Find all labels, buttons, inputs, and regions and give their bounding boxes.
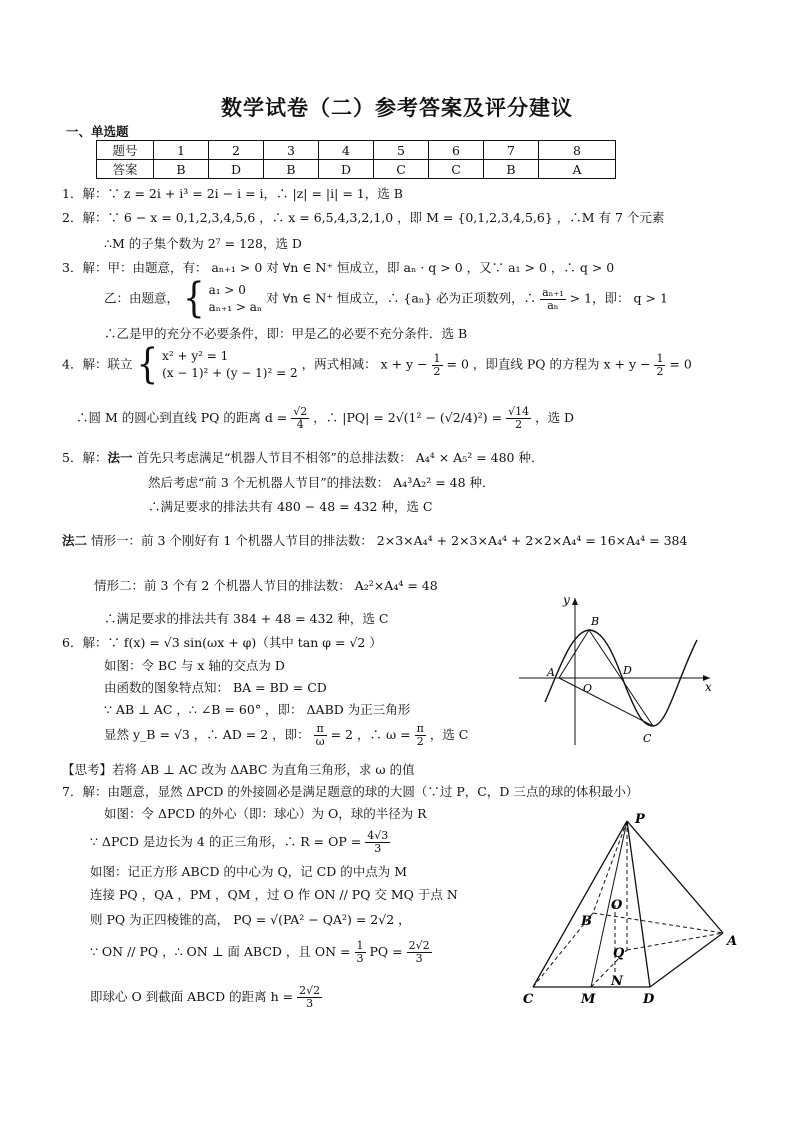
fraction-numerator: aₙ₊₁ [542,285,564,299]
point-d-label: D [623,664,632,677]
fraction-denominator: 3 [356,952,364,965]
half-fraction [654,353,665,378]
table-cell: C [374,160,429,179]
brace-icon: { [136,341,159,389]
q4-system-eq1: x² + y² = 1 [162,349,229,363]
q7-line4: 如图：记正方形 ABCD 的中心为 Q，记 CD 的中点为 M [90,864,408,879]
table-header-cell: 题号 [97,141,154,160]
fraction-denominator: aₙ [547,298,559,312]
edge-da [650,933,723,987]
q6-line3: 由函数的图象特点知： BA = BD = CD [104,680,327,695]
table-cell: A [539,160,616,179]
q1-solution: 1．解：∵ z = 2i + i³ = 2i − i = i，∴ |z| = |i| = 1，选 B [62,186,403,201]
fraction-numerator: √14 [508,405,530,418]
chord-fraction [506,406,531,431]
fraction-numerator: 1 [433,351,441,365]
fraction-denominator: 3 [306,997,314,1010]
q6-line1: 6．解：∵ f(x) = √3 sin(ωx + φ)（其中 tan φ = √2 ） [62,635,382,650]
q5-line3: ∴满足要求的排法共有 480 − 48 = 432 种，选 C [148,499,433,514]
table-cell: 4 [319,141,374,160]
q3-line1: 3．解：甲：由题意，有： aₙ₊₁ > 0 对 ∀n ∈ N⁺ 恒成立，即 aₙ · q > 0 ，又∵ a₁ > 0 ，∴ q > 0 [62,260,615,275]
q7-line3 [90,830,390,855]
half-fraction [432,353,443,378]
q7-line8-a: 即球心 O 到截面 ABCD 的距离 h = [90,989,294,1004]
fraction-numerator: 1 [356,939,364,952]
q4-system [162,348,298,382]
point-b-label: B [581,914,592,929]
table-cell: D [319,160,374,179]
q4-line2-prefix: ∴圆 M 的圆心到直线 PQ 的距离 d = [76,410,288,425]
point-c-label: C [643,732,652,745]
x-label: x [705,680,712,694]
q5-conclusion: ∴满足要求的排法共有 384 + 48 = 432 种，选 C [104,611,389,626]
pi-over-omega-fraction [314,723,327,748]
q2-line1: 2．解：∵ 6 − x = 0,1,2,3,4,5,6 ，∴ x = 6,5,4,3,2,1,0 ，即 M = {0,1,2,3,4,5,6} ，∴M 有 7 个元素 [62,210,665,225]
on-value-fraction [407,940,432,965]
point-q-label: Q [613,946,625,961]
q7-line8 [90,985,322,1010]
origin-label: O [583,682,593,695]
q4-line2-mid: ，∴ |PQ| = 2√(1² − (√2/4)²) = [313,410,503,425]
y-label: y [563,593,570,607]
segment-ab [559,630,589,678]
table-cell: B [154,160,209,179]
sine-graph-figure [515,590,715,750]
page-title: 数学试卷（二）参考答案及评分建议 [221,96,573,120]
pi-over-two-fraction [415,723,426,748]
method-one-label: 法一 [107,450,133,465]
fraction-numerator: √2 [293,405,308,418]
edge-ba [593,913,723,933]
table-cell: 2 [209,141,264,160]
q5-line1 [62,448,543,466]
answer-table [96,140,616,179]
q4-end: = 0 [669,356,692,372]
table-row-numbers [97,141,616,160]
segment-ac [559,678,653,726]
q2-line2: ∴M 的子集个数为 2⁷ = 128，选 D [104,236,302,251]
table-cell: 1 [154,141,209,160]
q3-line2-prefix: 乙：由题意， [104,290,180,306]
fraction-numerator: 2√2 [408,939,430,952]
fraction-denominator: ω [315,735,325,748]
q4-mid2: = 0 ，即直线 PQ 的方程为 x + y − [446,356,651,372]
table-cell: C [429,160,484,179]
edge-pd [627,821,650,987]
table-cell: 7 [484,141,539,160]
q7-line7-b: PQ = [369,944,403,959]
fraction-numerator: π [314,723,327,736]
q4-system-eq2: (x − 1)² + (y − 1)² = 2 [162,366,298,380]
q5-line4 [62,531,687,549]
point-o-label: O [611,898,623,913]
q6-line5-a: 显然 y_B = √3 ，∴ AD = 2 ，即： [104,727,310,742]
point-m-label: M [581,992,596,1007]
radius-fraction [365,830,390,855]
q4-prefix: 4．解：联立 [62,356,133,372]
brace-icon: { [183,275,205,323]
pyramid-figure [515,805,755,1010]
q3-line2-mid: 对 ∀n ∈ N⁺ 恒成立，∴ {aₙ} 必为正项数列，∴ [266,290,537,306]
q4-line2-end: ，选 D [535,410,575,425]
fraction-denominator: 2 [656,364,664,378]
q4-line1 [62,341,692,389]
table-cell: 6 [429,141,484,160]
q5-case1: 情形一：前 3 个刚好有 1 个机器人节目的排法数： 2×3×A₄⁴ + 2×3×A₄⁴ + 2×2×A₄⁴ = 16×A₄⁴ = 384 [91,533,688,548]
q3-line2-post: > 1，即： q > 1 [569,290,668,306]
point-a-label: A [727,934,738,949]
fraction-numerator: 1 [656,351,664,365]
q3-ratio-fraction [540,287,566,312]
fraction-denominator: 3 [415,952,423,965]
q3-line2 [104,275,668,323]
q7-line6: 则 PQ 为正四棱锥的高， PQ = √(PA² − QA²) = 2√2 ， [90,912,411,927]
fraction-denominator: 2 [433,364,441,378]
segment-qa [627,933,723,950]
fraction-numerator: π [416,722,424,735]
q5-case2: 情形二：前 3 个有 2 个机器人节目的排法数： A₂²×A₄⁴ = 48 [94,578,438,593]
q6-line2: 如图：令 BC 与 x 轴的交点为 D [104,658,285,673]
section-heading-single-choice: 一、单选题 [66,124,129,139]
fraction-numerator: 2√2 [299,984,321,997]
q3-line3: ∴乙是甲的充分不必要条件，即：甲是乙的必要不充分条件．选 B [104,326,468,341]
fraction-denominator: 3 [374,842,382,855]
point-c-label: C [523,992,534,1007]
q4-line2 [76,406,574,431]
q6-line5-c: ，选 C [429,727,469,742]
table-cell: 8 [539,141,616,160]
edge-pa [627,821,723,933]
table-cell: 5 [374,141,429,160]
point-d-label: D [643,992,655,1007]
point-p-label: P [635,812,645,827]
q7-line7 [90,940,432,965]
q5-line1-text: 首先只考虑满足“机器人节目不相邻”的总排法数： A₄⁴ × A₅² = 480 种． [136,450,544,465]
fraction-numerator: 4√3 [367,829,389,842]
table-cell: B [484,160,539,179]
q7-line3-a: ∵ ΔPCD 是边长为 4 的正三角形，∴ R = OP = [90,834,362,849]
q7-line2: 如图：令 ΔPCD 的外心（即：球心）为 O，球的半径为 R [104,806,427,821]
y-axis-arrow-icon [572,598,578,605]
fraction-denominator: 2 [515,418,523,431]
distance-h-fraction [297,985,322,1010]
point-n-label: N [611,974,623,989]
table-cell: B [264,160,319,179]
q3-system-eq1: a₁ > 0 [208,283,246,297]
q6-line5-b: = 2 ，∴ ω = [330,727,411,742]
fraction-denominator: 4 [296,418,304,431]
q7-line7-a: ∵ ON // PQ ，∴ ON ⊥ 面 ABCD ，且 ON = [90,944,351,959]
q6-line4: ∵ AB ⊥ AC ，∴ ∠B = 60° ，即： ΔABD 为正三角形 [104,702,411,717]
q3-system-eq2: aₙ₊₁ > aₙ [208,300,263,314]
q7-line1: 7．解：由题意，显然 ΔPCD 的外接圆必是满足题意的球的大圆（∵过 P，C，D 三点的球的体积最小） [62,784,639,799]
method-two-label: 法二 [62,533,88,548]
q5-line2: 然后考虑“前 3 个无机器人节目”的排法数： A₄³A₂² = 48 种． [148,475,495,490]
q4-mid: ，两式相减： x + y − [301,356,428,372]
q7-line5: 连接 PQ ，QA ，PM ，QM ，过 O 作 ON // PQ 交 MQ 于点 N [90,887,458,902]
table-cell: 3 [264,141,319,160]
q5-prefix: 5．解： [62,450,108,465]
table-row-answers [97,160,616,179]
table-header-cell: 答案 [97,160,154,179]
point-a-label: A [547,666,555,679]
distance-fraction [291,406,309,431]
q3-system [209,282,263,316]
fraction-denominator: 2 [416,735,424,748]
on-fraction-one-third [355,940,366,965]
point-b-label: B [591,615,600,628]
q6-line5 [104,723,468,748]
q6-think: 【思考】若将 AB ⊥ AC 改为 ΔABC 为直角三角形，求 ω 的值 [62,762,415,777]
table-cell: D [209,160,264,179]
